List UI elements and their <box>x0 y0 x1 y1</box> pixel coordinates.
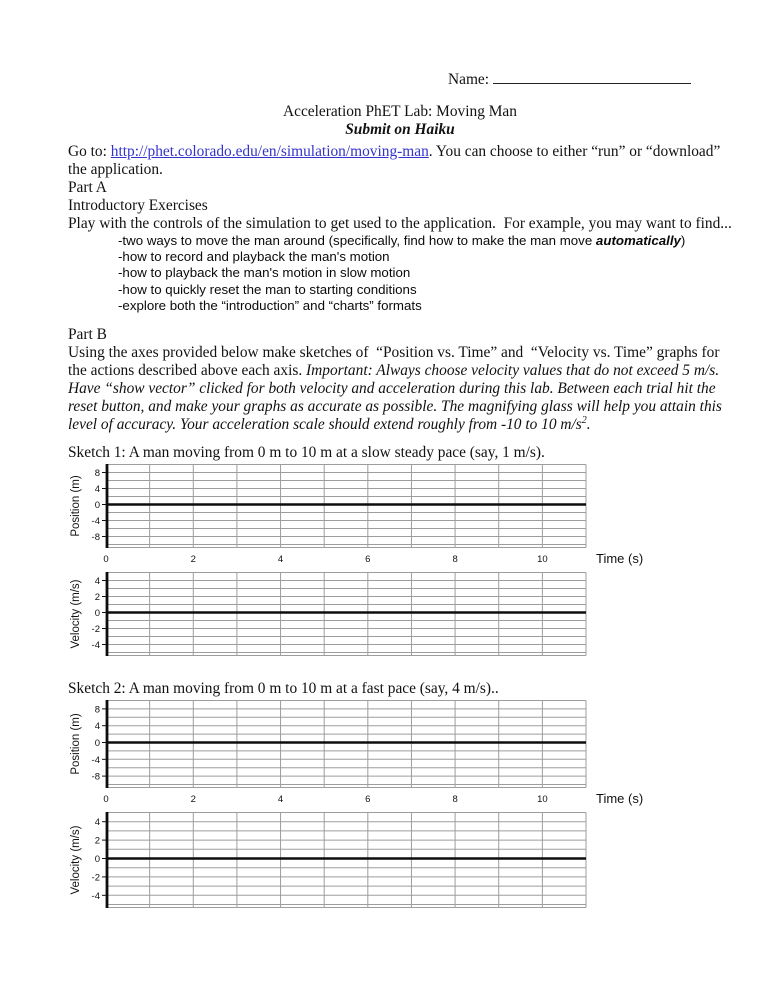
svg-text:2: 2 <box>94 835 100 847</box>
x-axis-title: Time (s) <box>596 551 644 567</box>
x-axis-title: Time (s) <box>596 791 644 807</box>
part-b-normal-text: Using the axes provided below make sketches of “Position vs. Time” and “Velocity vs. Time” graphs for the actions described above each axis. <box>68 344 724 380</box>
svg-text:8: 8 <box>452 554 458 566</box>
part-b-period: . <box>586 416 591 434</box>
v-gridlines <box>150 573 586 656</box>
list-item <box>118 249 732 265</box>
svg-text:-2: -2 <box>91 624 100 636</box>
svg-text:2: 2 <box>190 794 196 806</box>
name-label: Name: <box>448 71 490 88</box>
y-axis-title: Velocity (m/s) <box>70 579 82 649</box>
svg-text:0: 0 <box>94 738 100 750</box>
part-a-subheading: Introductory Exercises <box>68 197 208 214</box>
list-item <box>118 298 732 314</box>
svg-text:0: 0 <box>103 554 109 566</box>
list-item-text: -how to playback the man's motion in slow motion <box>118 265 411 281</box>
svg-text:-4: -4 <box>91 890 100 902</box>
part-b-italic-text: Important: Always choose velocity values that do not exceed 5 m/s. Have “show vector” clicked for both velocity and acceleration during this lab. Between each trial hit the reset button, and make your graphs as accurate as possible. The magnifying glass will help you attain this level of accuracy. Your acceleration scale should extend roughly from -10 to 10 m/s <box>68 362 726 434</box>
y-tick-labels <box>92 576 106 651</box>
svg-text:-4: -4 <box>91 754 100 766</box>
list-item <box>118 233 732 249</box>
part-a-heading: Part A <box>68 179 107 196</box>
sketch-1-caption: Sketch 1: A man moving from 0 m to 10 m at a slow steady pace (say, 1 m/s). <box>68 444 545 462</box>
document-subtitle: Submit on Haiku <box>345 121 455 138</box>
svg-text:4: 4 <box>94 576 100 588</box>
sketch2-position-svg <box>68 700 716 812</box>
sketch1-velocity-svg <box>68 572 716 662</box>
x-tick-labels <box>103 794 547 805</box>
svg-text:-2: -2 <box>91 872 100 884</box>
part-a-intro-text: Play with the controls of the simulation to get used to the application. For example, you may want to find... <box>68 215 732 232</box>
y-axis-title: Position (m) <box>70 475 82 537</box>
y-axis-title: Velocity (m/s) <box>70 825 82 895</box>
h-gridlines <box>106 465 586 548</box>
h-gridlines <box>106 813 586 908</box>
v-gridlines <box>150 701 586 788</box>
svg-text:8: 8 <box>94 468 100 480</box>
svg-text:0: 0 <box>94 500 100 512</box>
v-gridlines <box>150 465 586 548</box>
part-b-heading: Part B <box>68 326 107 344</box>
sketch-2-velocity-graph <box>68 812 732 914</box>
v-gridlines <box>150 813 586 908</box>
sketch-1-section <box>68 444 732 662</box>
exercise-list <box>118 233 732 314</box>
name-blank-line <box>493 70 691 84</box>
list-item <box>118 265 732 281</box>
sketch-1-velocity-graph <box>68 572 732 662</box>
name-row <box>448 70 732 90</box>
sketch-1-position-graph <box>68 464 732 572</box>
h-gridlines <box>106 701 586 788</box>
y-axis-title: Position (m) <box>70 713 82 775</box>
y-tick-labels <box>92 468 106 543</box>
sketch2-velocity-svg <box>68 812 716 914</box>
goto-suffix: . You can choose to either “run” or “download” the application. <box>68 143 725 178</box>
svg-text:0: 0 <box>94 854 100 866</box>
sketch1-position-svg <box>68 464 716 572</box>
list-item-text: -how to record and playback the man's motion <box>118 249 390 265</box>
sketch-2-position-graph <box>68 700 732 812</box>
part-b-paragraph <box>68 344 732 434</box>
svg-text:-4: -4 <box>91 516 100 528</box>
svg-text:-8: -8 <box>91 771 100 783</box>
svg-text:4: 4 <box>94 484 100 496</box>
svg-text:6: 6 <box>365 554 371 566</box>
svg-text:8: 8 <box>452 794 458 806</box>
svg-text:10: 10 <box>537 554 548 566</box>
svg-text:-8: -8 <box>91 532 100 544</box>
y-tick-labels <box>92 817 106 902</box>
svg-text:4: 4 <box>277 554 284 566</box>
intro-paragraph <box>68 143 732 179</box>
svg-text:2: 2 <box>94 592 100 604</box>
x-tick-labels <box>103 554 547 565</box>
list-item <box>118 282 732 298</box>
list-item-text: -how to quickly reset the man to starting conditions <box>118 281 417 297</box>
document-title: Acceleration PhET Lab: Moving Man <box>283 103 517 120</box>
svg-text:10: 10 <box>537 794 548 806</box>
svg-text:4: 4 <box>94 817 100 829</box>
svg-text:0: 0 <box>103 794 109 806</box>
list-item-text: -two ways to move the man around (specifically, find how to make the man move <box>118 233 596 248</box>
svg-text:6: 6 <box>365 794 371 806</box>
svg-text:4: 4 <box>277 794 284 806</box>
list-item-emphasis: automatically <box>595 233 681 248</box>
list-item-text: -explore both the “introduction” and “charts” formats <box>118 297 422 313</box>
svg-text:4: 4 <box>94 721 100 733</box>
part-b-superscript: 2 <box>581 414 587 426</box>
goto-prefix: Go to: <box>68 143 111 160</box>
y-tick-labels <box>92 704 106 782</box>
svg-text:0: 0 <box>94 608 100 620</box>
sketch-2-section <box>68 680 732 914</box>
sketch-2-caption: Sketch 2: A man moving from 0 m to 10 m at a fast pace (say, 4 m/s).. <box>68 680 499 698</box>
phet-simulation-link[interactable]: http://phet.colorado.edu/en/simulation/moving-man <box>110 143 429 160</box>
h-gridlines <box>106 573 586 656</box>
svg-text:8: 8 <box>94 704 100 716</box>
list-item-suffix: ) <box>680 233 686 248</box>
svg-text:-4: -4 <box>91 640 100 652</box>
svg-text:2: 2 <box>190 554 196 566</box>
